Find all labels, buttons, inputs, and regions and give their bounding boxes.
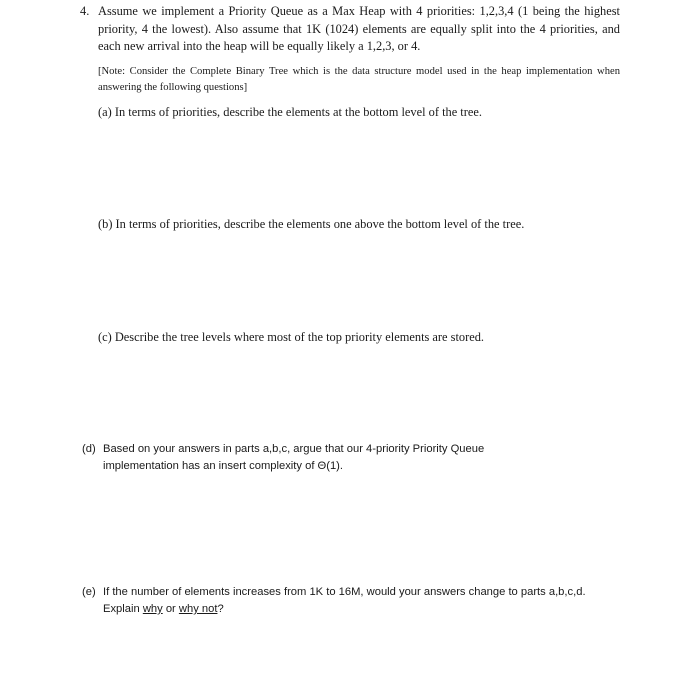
part-e-or: or [162, 603, 179, 615]
question-note: [Note: Consider the Complete Binary Tree which is the data structure model used in the heap implementation when answering the following questions] [98, 66, 620, 93]
part-d-label: (d) [82, 443, 96, 455]
part-b-text: (b) In terms of priorities, describe the elements one above the bottom level of the tree. [98, 217, 525, 231]
question-number: 4. [80, 4, 90, 18]
part-d [82, 441, 484, 475]
part-e-why: why [142, 603, 163, 615]
part-e-explain: Explain [103, 603, 143, 615]
part-d-line1 [82, 441, 484, 458]
part-e-end: ? [217, 603, 224, 615]
part-d-line1-text: Based on your answers in parts a,b,c, argue that our 4-priority Priority Queue [103, 443, 485, 455]
part-c-text: (c) Describe the tree levels where most of the top priority elements are stored. [98, 330, 485, 344]
question-text: Assume we implement a Priority Queue as a Max Heap with 4 priorities: 1,2,3,4 (1 being the highest priority, 4 the lowest). Also assume that 1K (1024) elements are equally split into the 4 priorities, and each new arrival into the heap will be equally likely a 1,2,3, or 4. [98, 4, 620, 53]
part-d-line2: implementation has an insert complexity of Θ(1). [103, 460, 344, 472]
part-e-why-not: why not [178, 603, 218, 615]
part-a-text: (a) In terms of priorities, describe the elements at the bottom level of the tree. [98, 105, 482, 119]
part-e-line1 [82, 584, 586, 601]
part-e-line2 [82, 601, 586, 618]
part-e-line1-text: If the number of elements increases from 1K to 16M, would your answers change to parts a,b,c,d. [103, 586, 586, 598]
part-e-label: (e) [82, 586, 96, 598]
part-e [82, 584, 586, 618]
